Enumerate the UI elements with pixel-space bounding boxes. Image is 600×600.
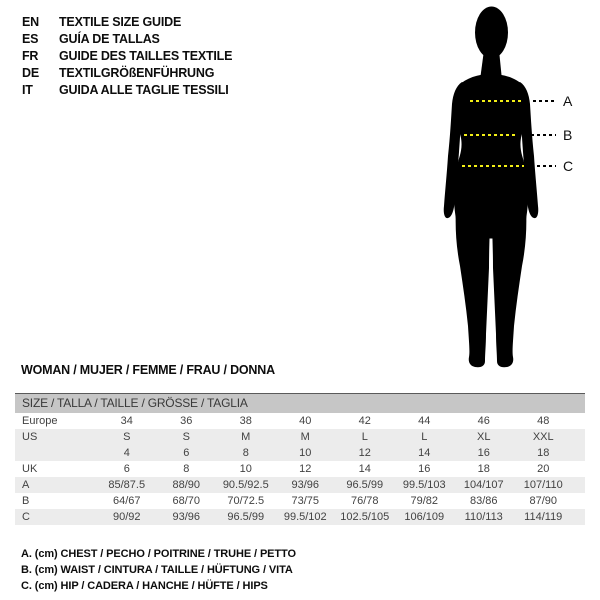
size-cell: M xyxy=(300,431,310,443)
language-label: TEXTILGRÖßENFÜHRUNG xyxy=(59,66,215,80)
filler-cell xyxy=(573,445,585,461)
marker-label-c: C xyxy=(563,158,574,174)
row-label: C xyxy=(22,511,30,523)
filler-cell xyxy=(573,461,585,477)
waist-connector-line xyxy=(525,134,556,136)
legend-line-a: A. (cm) CHEST / PECHO / POITRINE / TRUHE / PETTO xyxy=(21,548,296,560)
size-table xyxy=(15,393,585,525)
size-cell: 99.5/102 xyxy=(283,511,327,523)
row-label: A xyxy=(22,479,30,491)
language-label: GUIDE DES TAILLES TEXTILE xyxy=(59,49,233,63)
language-code: ES xyxy=(22,32,39,46)
size-cell: 102.5/105 xyxy=(340,511,390,523)
size-cell: 10 xyxy=(239,463,252,475)
filler-cell xyxy=(573,477,585,493)
size-cell: 8 xyxy=(183,463,190,475)
size-cell: 12 xyxy=(299,463,312,475)
size-cell: 90.5/92.5 xyxy=(222,479,269,491)
size-cell: 79/82 xyxy=(410,495,439,507)
marker-label-a: A xyxy=(563,93,573,109)
table-row xyxy=(15,445,585,461)
size-cell: 99.5/103 xyxy=(402,479,446,491)
size-cell: 14 xyxy=(418,447,431,459)
row-label xyxy=(15,445,97,461)
size-cell: 42 xyxy=(358,415,371,427)
size-cell: 38 xyxy=(239,415,252,427)
chest-connector-line xyxy=(533,100,557,102)
language-code: IT xyxy=(22,83,33,97)
size-cell: XL xyxy=(477,431,491,443)
row-label: Europe xyxy=(22,415,58,427)
filler-cell xyxy=(573,509,585,525)
size-cell: 106/109 xyxy=(404,511,445,523)
waist-measure-line xyxy=(464,134,518,136)
size-cell: 96.5/99 xyxy=(227,511,265,523)
size-cell: 14 xyxy=(358,463,371,475)
hip-measure-line xyxy=(462,165,524,167)
size-cell: 18 xyxy=(537,447,550,459)
size-cell: M xyxy=(241,431,251,443)
size-cell: 85/87.5 xyxy=(108,479,146,491)
size-cell: S xyxy=(182,431,190,443)
marker-label-b: B xyxy=(563,127,573,143)
size-cell: 36 xyxy=(180,415,193,427)
filler-cell xyxy=(573,413,585,429)
table-row xyxy=(15,429,585,445)
table-row xyxy=(15,493,585,509)
language-code: DE xyxy=(22,66,39,80)
row-label: UK xyxy=(22,463,38,475)
language-row-es xyxy=(22,31,232,48)
table-title: WOMAN / MUJER / FEMME / FRAU / DONNA xyxy=(21,363,275,377)
size-cell: 48 xyxy=(537,415,550,427)
language-label: GUIDA ALLE TAGLIE TESSILI xyxy=(59,83,229,97)
size-cell: 73/75 xyxy=(291,495,320,507)
language-label: TEXTILE SIZE GUIDE xyxy=(59,15,182,29)
size-cell: 90/92 xyxy=(112,511,141,523)
size-cell: 16 xyxy=(477,447,490,459)
language-list xyxy=(22,14,232,99)
size-cell: 46 xyxy=(477,415,490,427)
table-row xyxy=(15,509,585,525)
size-cell: 104/107 xyxy=(463,479,504,491)
size-cell: 76/78 xyxy=(350,495,379,507)
size-cell: 12 xyxy=(358,447,371,459)
language-row-en xyxy=(22,14,232,31)
legend-line-c: C. (cm) HIP / CADERA / HANCHE / HÜFTE / HIPS xyxy=(21,580,268,592)
size-cell: 16 xyxy=(418,463,431,475)
language-row-fr xyxy=(22,48,232,65)
size-cell: 18 xyxy=(477,463,490,475)
size-cell: 6 xyxy=(123,463,130,475)
size-cell: 64/67 xyxy=(112,495,141,507)
size-cell: 70/72.5 xyxy=(227,495,265,507)
size-cell: 40 xyxy=(299,415,312,427)
filler-cell xyxy=(573,493,585,509)
size-cell: L xyxy=(421,431,428,443)
size-cell: S xyxy=(123,431,131,443)
table-body xyxy=(15,413,585,525)
measurement-figure xyxy=(400,0,600,378)
size-cell: 96.5/99 xyxy=(346,479,384,491)
size-cell: 20 xyxy=(537,463,550,475)
size-cell: 34 xyxy=(120,415,133,427)
woman-silhouette-icon xyxy=(400,0,600,378)
language-row-it xyxy=(22,82,232,99)
size-cell: 8 xyxy=(242,447,249,459)
filler-cell xyxy=(573,429,585,445)
hip-connector-line xyxy=(531,165,556,167)
table-row xyxy=(15,413,585,429)
size-cell: 87/90 xyxy=(529,495,558,507)
legend-line-b: B. (cm) WAIST / CINTURA / TAILLE / HÜFTUNG / VITA xyxy=(21,564,293,576)
language-label: GUÍA DE TALLAS xyxy=(59,32,160,46)
table-row xyxy=(15,461,585,477)
size-cell: 93/96 xyxy=(291,479,320,491)
size-cell: 83/86 xyxy=(469,495,498,507)
row-label: B xyxy=(22,495,30,507)
size-cell: 68/70 xyxy=(172,495,201,507)
size-cell: L xyxy=(361,431,368,443)
size-cell: 88/90 xyxy=(172,479,201,491)
table-header: SIZE / TALLA / TAILLE / GRÖSSE / TAGLIA xyxy=(15,393,585,413)
size-cell: 4 xyxy=(123,447,130,459)
size-cell: 110/113 xyxy=(464,511,503,523)
language-code: EN xyxy=(22,15,39,29)
legend xyxy=(21,546,296,594)
row-label: US xyxy=(22,431,38,443)
chest-measure-line xyxy=(470,100,522,102)
size-cell: 10 xyxy=(299,447,312,459)
size-cell: 93/96 xyxy=(172,511,201,523)
table-row xyxy=(15,477,585,493)
size-cell: 107/110 xyxy=(523,479,563,491)
size-cell: 44 xyxy=(418,415,431,427)
size-cell: 114/119 xyxy=(524,511,563,523)
language-row-de xyxy=(22,65,232,82)
size-cell: 6 xyxy=(183,447,190,459)
language-code: FR xyxy=(22,49,39,63)
size-cell: XXL xyxy=(532,431,554,443)
